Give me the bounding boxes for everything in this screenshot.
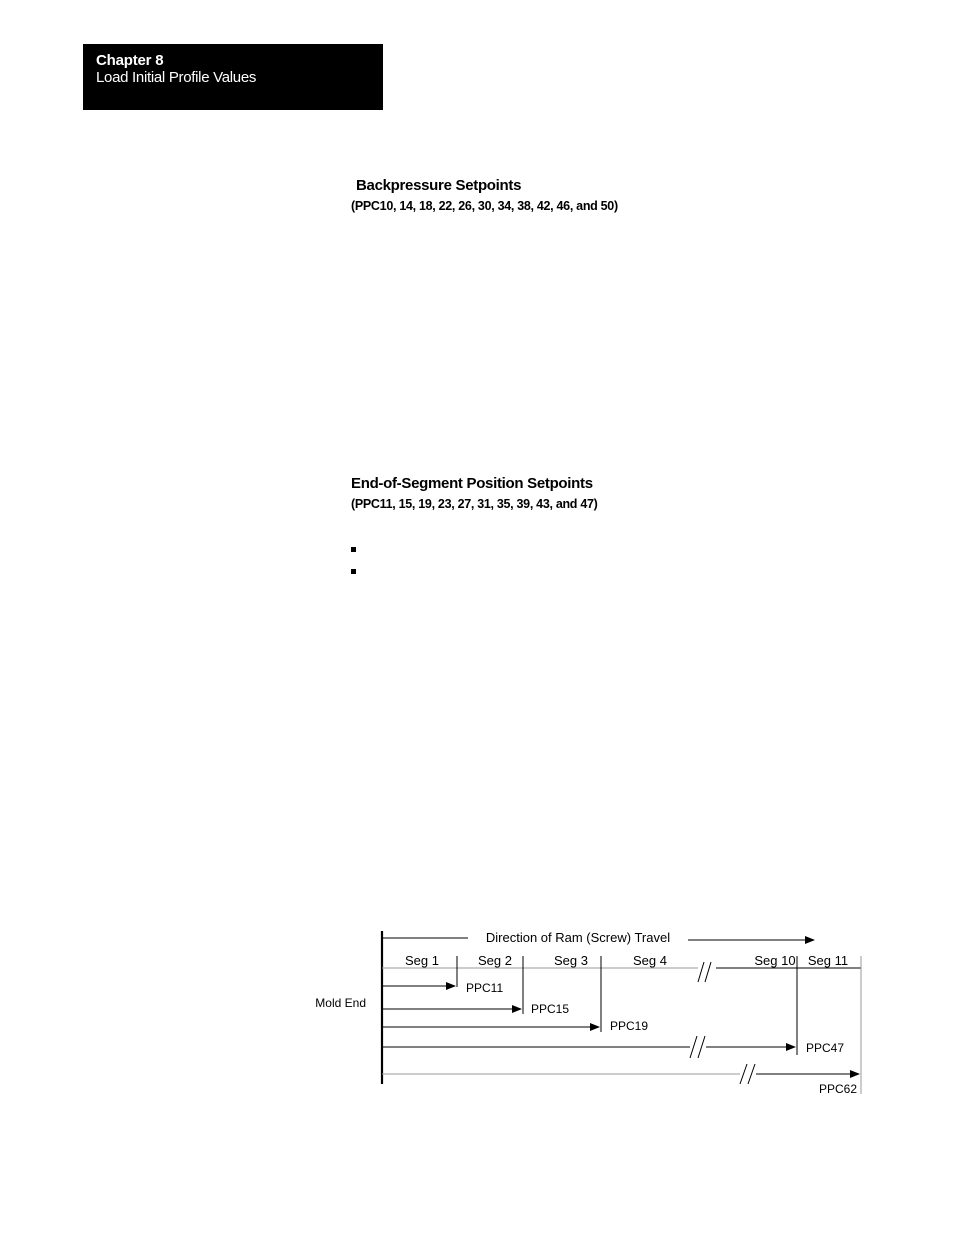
chapter-number: Chapter 8 [96,52,164,69]
segment-label: Seg 4 [633,953,667,968]
direction-label: Direction of Ram (Screw) Travel [485,930,671,945]
backpressure-heading: Backpressure Setpoints [356,177,522,194]
segment-label: Seg 2 [478,953,512,968]
bullet-marker [351,569,356,574]
chapter-title: Load Initial Profile Values [96,69,257,86]
setpoint-label: PPC15 [531,1002,570,1016]
end-of-segment-heading: End-of-Segment Position Setpoints [351,475,593,492]
break-mark [705,962,711,982]
break-mark [698,1036,705,1058]
break-mark [748,1064,755,1084]
end-of-segment-subheading: (PPC11, 15, 19, 23, 27, 31, 35, 39, 43, and 47) [351,497,598,511]
segment-label: Seg 10 [754,953,796,968]
segment-label: Seg 1 [405,953,439,968]
break-mark [690,1036,697,1058]
backpressure-subheading: (PPC10, 14, 18, 22, 26, 30, 34, 38, 42, 46, and 50) [351,199,618,213]
setpoint-label: PPC62 [818,1082,857,1096]
bullet-marker [351,547,356,552]
break-mark [740,1064,747,1084]
segment-label: Seg 3 [554,953,588,968]
mold-end-label: Mold End [315,996,366,1010]
segment-label: Seg 11 [807,953,849,968]
break-mark [698,962,704,982]
setpoint-label: PPC47 [806,1041,845,1055]
segment-position-diagram [300,920,880,1110]
setpoint-label: PPC11 [466,981,504,995]
setpoint-label: PPC19 [610,1019,649,1033]
chapter-header [83,44,383,110]
